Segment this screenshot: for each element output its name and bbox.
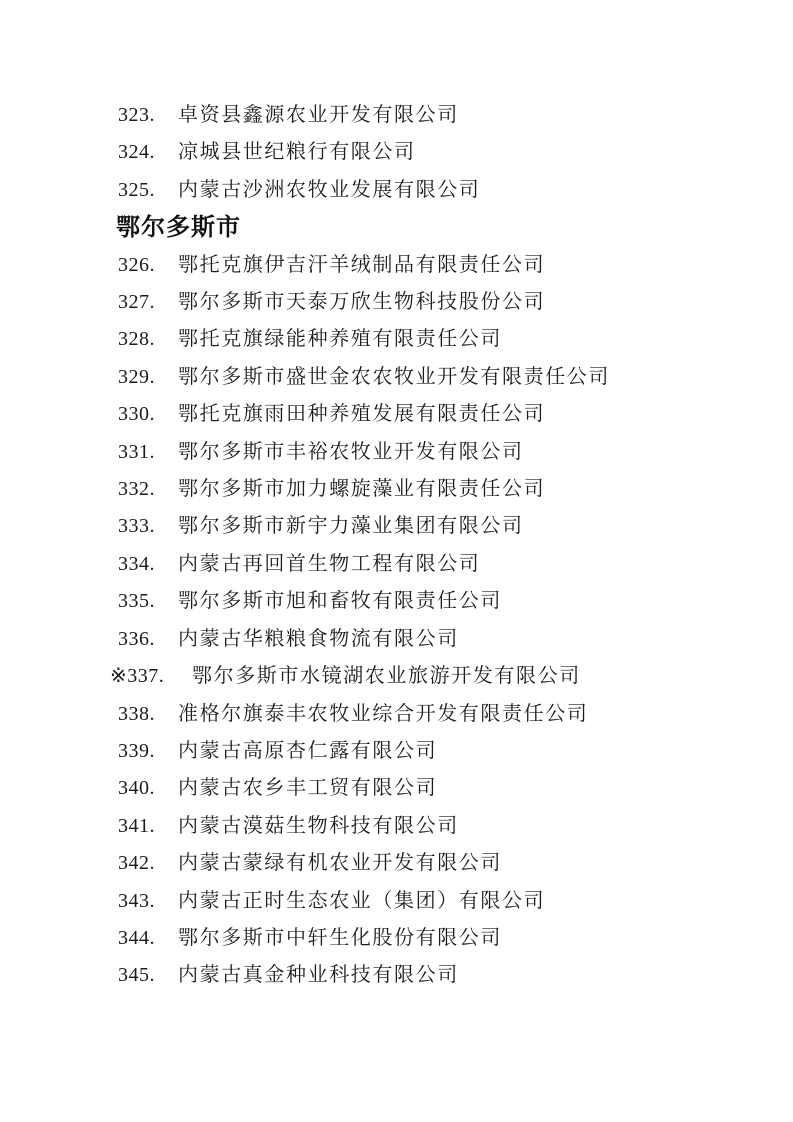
- item-number: 324.: [118, 141, 155, 164]
- list-item: [110, 658, 753, 695]
- list-item: [118, 770, 753, 807]
- list-item: [118, 957, 753, 994]
- company-name: 内蒙古漠菇生物科技有限公司: [178, 814, 459, 837]
- list-item: [118, 321, 753, 358]
- company-name: 内蒙古再回首生物工程有限公司: [178, 552, 481, 575]
- list-item: [118, 546, 753, 583]
- item-number: 345.: [118, 964, 155, 987]
- item-number: 343.: [118, 889, 155, 912]
- list-item: [118, 247, 753, 284]
- list-item: [118, 583, 753, 620]
- list-item: [118, 359, 753, 396]
- item-number: 341.: [118, 814, 155, 837]
- item-number: 334.: [118, 552, 155, 575]
- item-number: 331.: [118, 440, 155, 463]
- company-name: 鄂尔多斯市天泰万欣生物科技股份公司: [178, 291, 546, 314]
- list-item: [118, 97, 753, 134]
- company-name: 鄂尔多斯市丰裕农牧业开发有限公司: [178, 440, 524, 463]
- list-item: [118, 396, 753, 433]
- company-name: 内蒙古高原杏仁露有限公司: [178, 739, 438, 762]
- item-number: 335.: [118, 590, 155, 613]
- list-item: [118, 284, 753, 321]
- company-name: 卓资县鑫源农业开发有限公司: [178, 104, 459, 126]
- company-name: 内蒙古真金种业科技有限公司: [178, 964, 459, 987]
- list-item: [118, 471, 753, 508]
- company-name: 鄂托克旗绿能种养殖有限责任公司: [178, 328, 502, 351]
- item-number: 325.: [118, 178, 155, 201]
- list-item: [118, 920, 753, 957]
- list-item: [118, 172, 753, 209]
- item-number: 329.: [118, 365, 155, 388]
- company-name: 鄂托克旗伊吉汗羊绒制品有限责任公司: [178, 253, 546, 276]
- company-name: 内蒙古沙洲农牧业发展有限公司: [178, 178, 481, 201]
- item-number: 339.: [118, 739, 155, 762]
- item-number: 332.: [118, 478, 155, 501]
- company-name: 凉城县世纪粮行有限公司: [178, 141, 416, 164]
- company-name: 鄂尔多斯市中轩生化股份有限公司: [178, 926, 502, 949]
- company-name: 准格尔旗泰丰农牧业综合开发有限责任公司: [178, 702, 589, 725]
- company-name: 内蒙古蒙绿有机农业开发有限公司: [178, 852, 502, 875]
- item-number: 327.: [118, 291, 155, 314]
- item-number: 326.: [118, 253, 155, 276]
- list-item: [118, 883, 753, 920]
- item-number: 336.: [118, 627, 155, 650]
- company-name: 鄂尔多斯市新宇力藻业集团有限公司: [178, 515, 524, 538]
- item-number: 333.: [118, 515, 155, 538]
- company-name: 鄂尔多斯市旭和畜牧有限责任公司: [178, 590, 502, 613]
- list-item: [118, 621, 753, 658]
- item-number: 344.: [118, 926, 155, 949]
- list-item: [118, 508, 753, 545]
- item-number: ※337.: [110, 665, 165, 688]
- section-heading: 鄂尔多斯市: [116, 214, 241, 242]
- company-name: 内蒙古正时生态农业（集团）有限公司: [178, 889, 546, 912]
- item-number: 330.: [118, 403, 155, 426]
- item-number: 340.: [118, 777, 155, 800]
- list-item: [118, 434, 753, 471]
- company-name: 鄂托克旗雨田种养殖发展有限责任公司: [178, 403, 546, 426]
- list-item: [118, 134, 753, 171]
- item-number: 323.: [118, 104, 155, 126]
- item-number: 328.: [118, 328, 155, 351]
- item-number: 338.: [118, 702, 155, 725]
- company-name: 内蒙古农乡丰工贸有限公司: [178, 777, 438, 800]
- list-item: [118, 733, 753, 770]
- company-name: 鄂尔多斯市水镜湖农业旅游开发有限公司: [192, 665, 581, 688]
- list-item: [118, 845, 753, 882]
- item-number: 342.: [118, 852, 155, 875]
- list-item: [118, 696, 753, 733]
- company-name: 鄂尔多斯市盛世金农农牧业开发有限责任公司: [178, 365, 610, 388]
- list-item: [118, 808, 753, 845]
- company-name: 鄂尔多斯市加力螺旋藻业有限责任公司: [178, 478, 546, 501]
- company-name: 内蒙古华粮粮食物流有限公司: [178, 627, 459, 650]
